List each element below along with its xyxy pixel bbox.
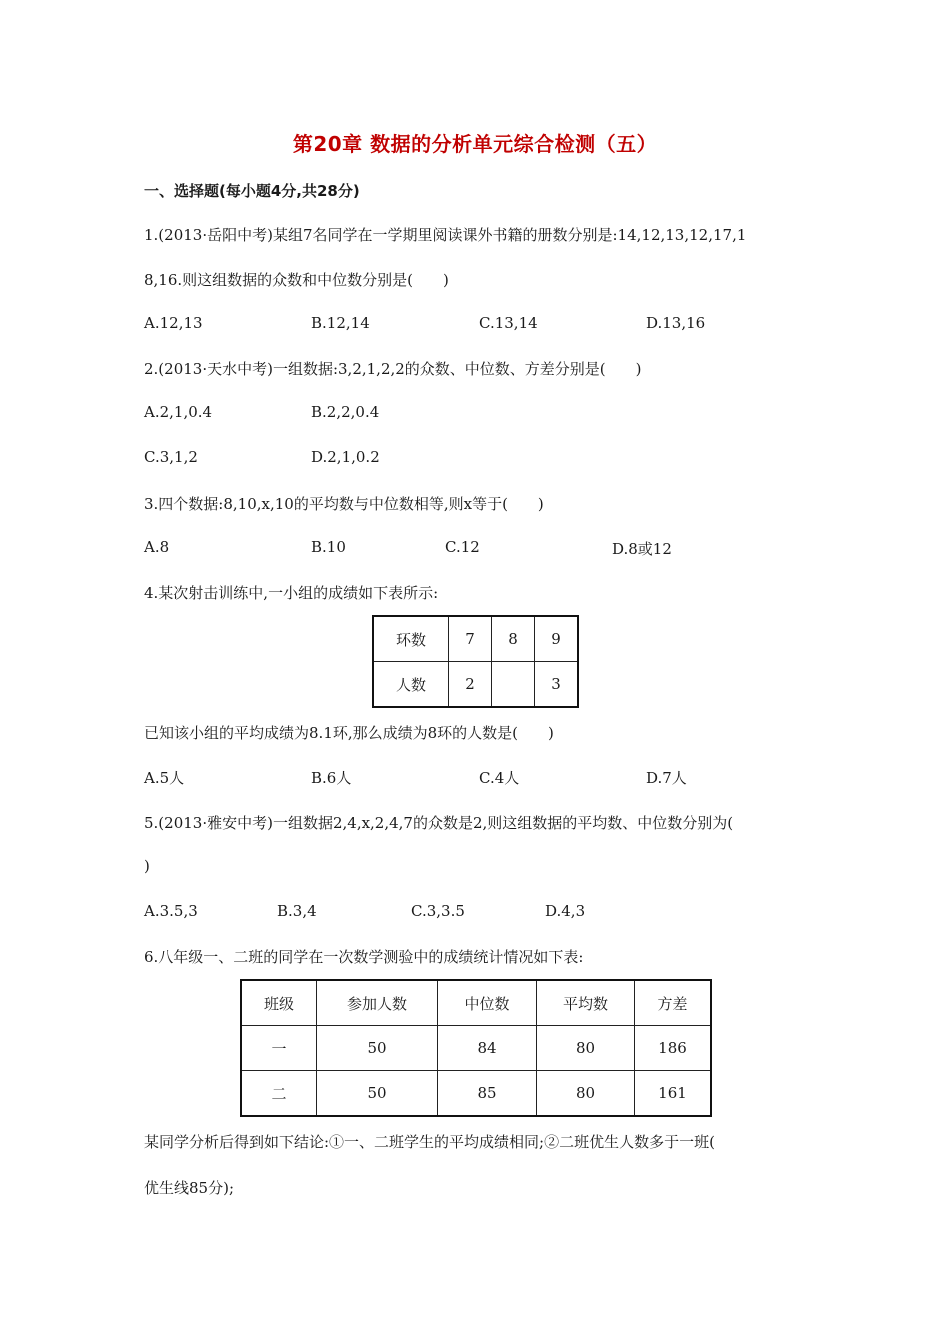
q3-option-a: A.8 [144,538,170,556]
table-cell: 人数 [373,662,449,708]
table-cell: 8 [492,616,535,662]
table-row [241,1026,711,1071]
table-cell: 50 [317,1026,438,1071]
table-cell: 80 [537,1071,635,1117]
table-header-cell: 平均数 [537,980,635,1026]
table-cell: 二 [241,1071,317,1117]
q2-option-c: C.3,1,2 [144,448,198,466]
q2-option-d: D.2,1,0.2 [311,448,380,466]
q5-option-c: C.3,3.5 [411,902,465,920]
table-cell: 84 [438,1026,537,1071]
table-cell: 一 [241,1026,317,1071]
table-cell: 186 [635,1026,712,1071]
page-title: 第20章 数据的分析单元综合检测（五） [292,132,658,156]
table-cell: 85 [438,1071,537,1117]
q5-option-d: D.4,3 [545,902,586,920]
table-cell: 3 [535,662,579,708]
q3-option-d: D.8或12 [612,540,672,558]
table-cell: 50 [317,1071,438,1117]
q4-line1: 4.某次射击训练中,一小组的成绩如下表所示: [144,584,439,602]
q1-option-a: A.12,13 [144,314,203,332]
q6-line3: 优生线85分); [144,1179,234,1197]
table-header-cell: 班级 [241,980,317,1026]
q4-line2: 已知该小组的平均成绩为8.1环,那么成绩为8环的人数是( ) [144,724,554,742]
table-header-cell: 参加人数 [317,980,438,1026]
q4-option-b: B.6人 [311,769,352,787]
q2-option-a: A.2,1,0.4 [144,403,213,421]
table-row [241,1071,711,1117]
q4-option-d: D.7人 [646,769,687,787]
q1-option-b: B.12,14 [311,314,370,332]
q4-option-a: A.5人 [144,769,185,787]
class-score-table [240,979,712,1117]
q6-line2: 某同学分析后得到如下结论:①一、二班学生的平均成绩相同;②二班优生人数多于一班( [144,1133,715,1151]
q3-line1: 3.四个数据:8,10,x,10的平均数与中位数相等,则x等于( ) [144,495,544,513]
table-cell: 80 [537,1026,635,1071]
q1-line2: 8,16.则这组数据的众数和中位数分别是( ) [144,271,449,289]
table-cell: 7 [449,616,492,662]
q5-line1: 5.(2013·雅安中考)一组数据2,4,x,2,4,7的众数是2,则这组数据的平均数、中位数分别为( [144,814,734,832]
table-cell [492,662,535,708]
q5-option-b: B.3,4 [277,902,317,920]
table-row [373,662,578,708]
table-cell: 9 [535,616,579,662]
table-header-cell: 方差 [635,980,712,1026]
q6-line1: 6.八年级一、二班的同学在一次数学测验中的成绩统计情况如下表: [144,948,584,966]
q5-option-a: A.3.5,3 [144,902,198,920]
q5-line2: ) [144,857,150,875]
section-heading: 一、选择题(每小题4分,共28分) [144,182,360,200]
table-header-cell: 中位数 [438,980,537,1026]
table-cell: 环数 [373,616,449,662]
table-cell: 2 [449,662,492,708]
q1-line1: 1.(2013·岳阳中考)某组7名同学在一学期里阅读课外书籍的册数分别是:14,12,13,12,17,1 [144,226,747,244]
q3-option-b: B.10 [311,538,346,556]
q2-line1: 2.(2013·天水中考)一组数据:3,2,1,2,2的众数、中位数、方差分别是( ) [144,360,642,378]
q2-option-b: B.2,2,0.4 [311,403,380,421]
table-row [373,616,578,662]
q1-option-d: D.13,16 [646,314,706,332]
q3-option-c: C.12 [445,538,480,556]
q4-option-c: C.4人 [479,769,520,787]
table-cell: 161 [635,1071,712,1117]
table-header-row [241,980,711,1026]
shooting-score-table [372,615,579,708]
q1-option-c: C.13,14 [479,314,538,332]
